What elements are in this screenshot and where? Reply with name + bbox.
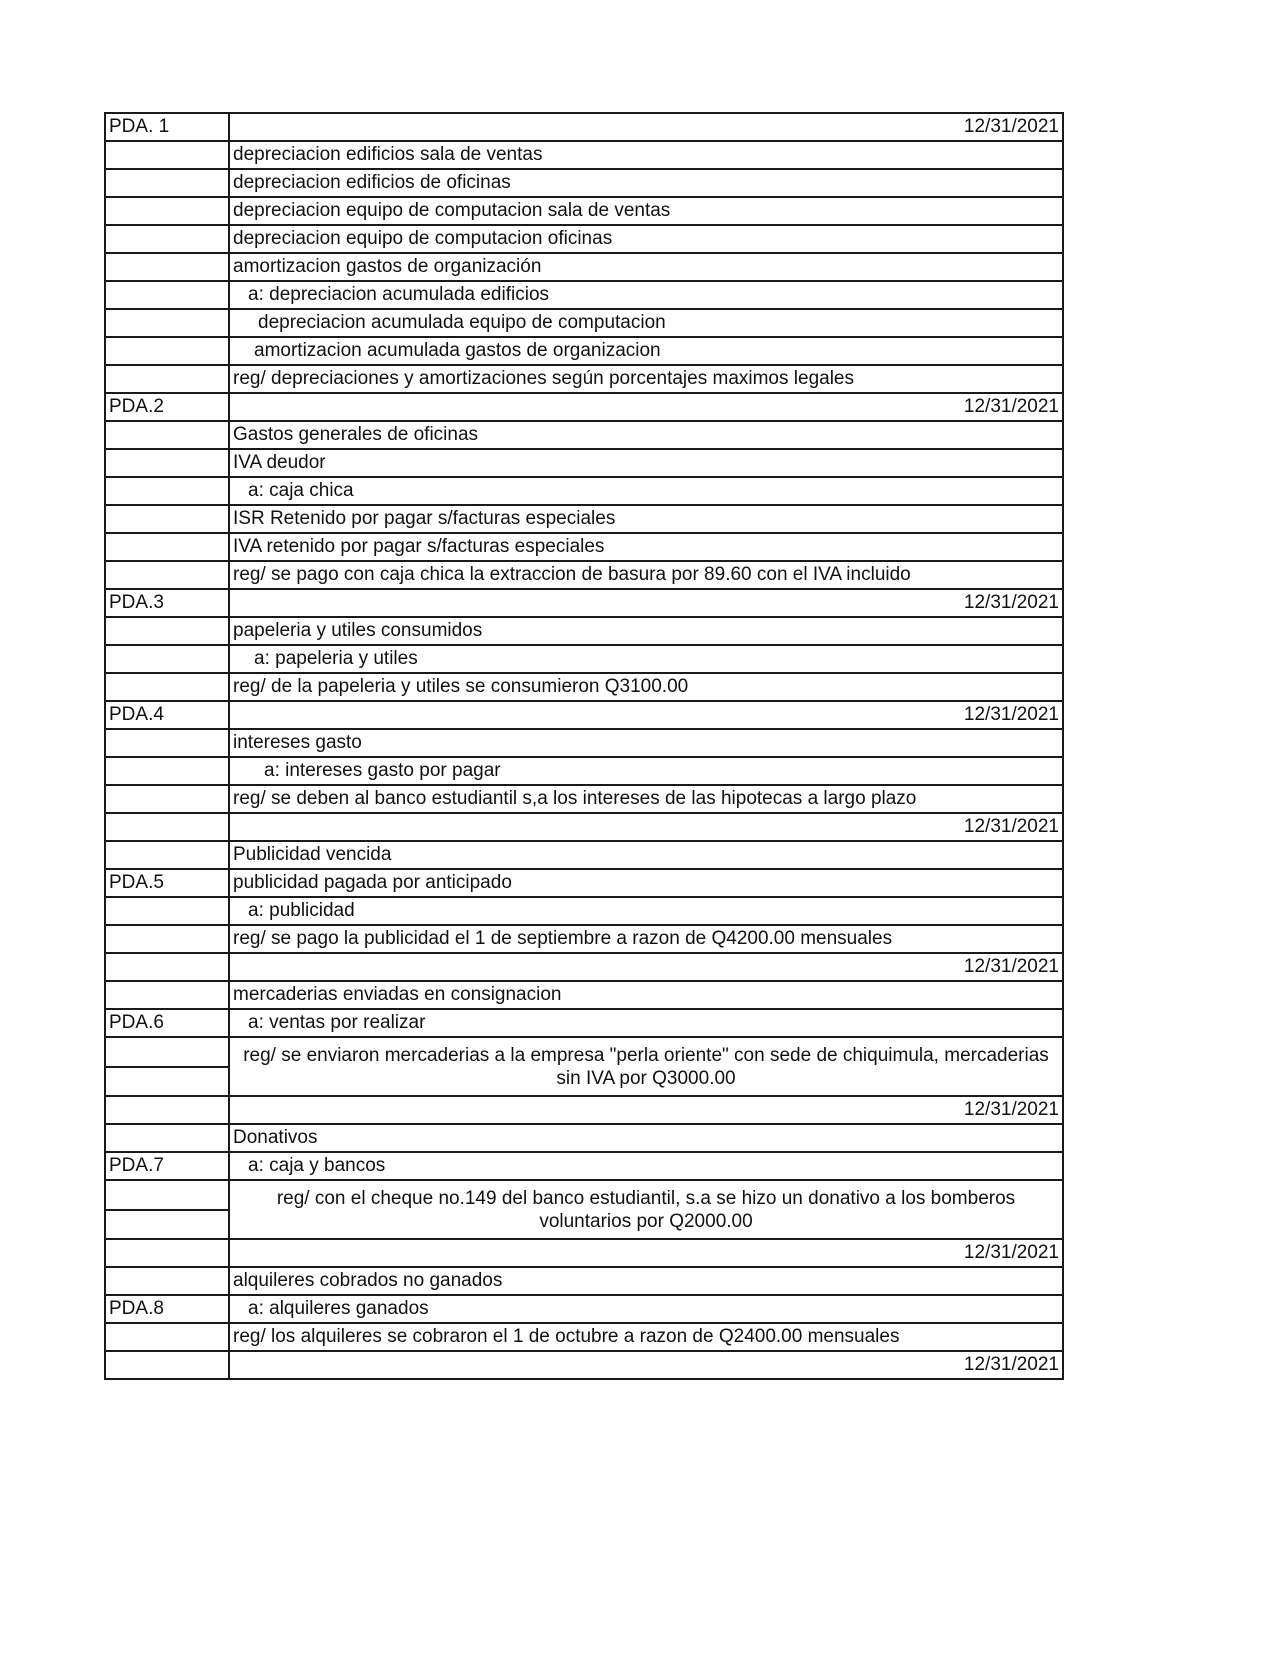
empty-cell[interactable] (105, 953, 229, 981)
entry-date[interactable]: 12/31/2021 (229, 1096, 1063, 1124)
table-row (105, 1239, 1063, 1267)
account-line[interactable]: IVA retenido por pagar s/facturas especiales (229, 533, 1063, 561)
account-line[interactable]: mercaderias enviadas en consignacion (229, 981, 1063, 1009)
account-line[interactable]: intereses gasto (229, 729, 1063, 757)
empty-cell[interactable] (105, 1267, 229, 1295)
entry-id[interactable]: PDA.5 (105, 869, 229, 897)
empty-cell[interactable] (105, 1239, 229, 1267)
empty-cell[interactable] (105, 757, 229, 785)
entry-date[interactable]: 12/31/2021 (229, 953, 1063, 981)
empty-cell[interactable] (105, 477, 229, 505)
empty-cell[interactable] (105, 449, 229, 477)
empty-cell[interactable] (105, 309, 229, 337)
empty-cell[interactable] (105, 281, 229, 309)
debit-account[interactable]: depreciacion equipo de computacion oficinas (229, 225, 1063, 253)
table-row (105, 169, 1063, 197)
account-line[interactable]: publicidad pagada por anticipado (229, 869, 1063, 897)
entry-note[interactable]: reg/ se pago la publicidad el 1 de septiembre a razon de Q4200.00 mensuales (229, 925, 1063, 953)
table-row (105, 1037, 1063, 1067)
table-row (105, 1096, 1063, 1124)
entry-note[interactable]: reg/ se pago con caja chica la extraccion de basura por 89.60 con el IVA incluido (229, 561, 1063, 589)
empty-cell[interactable] (105, 981, 229, 1009)
table-row (105, 561, 1063, 589)
journal-table (104, 112, 1064, 1380)
table-row (105, 729, 1063, 757)
empty-cell[interactable] (105, 897, 229, 925)
entry-id[interactable]: PDA.7 (105, 1152, 229, 1180)
empty-cell[interactable] (105, 1210, 229, 1240)
table-row (105, 281, 1063, 309)
table-row (105, 897, 1063, 925)
table-row (105, 869, 1063, 897)
credit-account[interactable]: depreciacion acumulada equipo de computacion (229, 309, 1063, 337)
account-line[interactable]: a: alquileres ganados (229, 1295, 1063, 1323)
table-row (105, 1351, 1063, 1379)
empty-cell[interactable] (105, 1037, 229, 1067)
account-line[interactable]: a: ventas por realizar (229, 1009, 1063, 1037)
entry-date[interactable]: 12/31/2021 (229, 701, 1063, 729)
table-row (105, 113, 1063, 141)
empty-cell[interactable] (105, 561, 229, 589)
empty-cell[interactable] (105, 421, 229, 449)
table-row (105, 757, 1063, 785)
table-row (105, 141, 1063, 169)
empty-cell[interactable] (105, 1323, 229, 1351)
empty-cell[interactable] (105, 841, 229, 869)
table-row (105, 953, 1063, 981)
empty-cell[interactable] (105, 253, 229, 281)
credit-account[interactable]: amortizacion acumulada gastos de organizacion (229, 337, 1063, 365)
table-row (105, 645, 1063, 673)
empty-cell[interactable] (105, 925, 229, 953)
entry-id[interactable]: PDA.3 (105, 589, 229, 617)
account-line[interactable]: a: caja chica (229, 477, 1063, 505)
empty-cell[interactable] (105, 1180, 229, 1210)
table-row (105, 505, 1063, 533)
account-line[interactable]: Donativos (229, 1124, 1063, 1152)
table-row (105, 701, 1063, 729)
account-line[interactable]: a: publicidad (229, 897, 1063, 925)
empty-cell[interactable] (105, 1067, 229, 1097)
empty-cell[interactable] (105, 533, 229, 561)
table-row (105, 925, 1063, 953)
trailing-date[interactable]: 12/31/2021 (229, 1351, 1063, 1379)
table-row (105, 589, 1063, 617)
entry-note[interactable]: reg/ con el cheque no.149 del banco estudiantil, s.a se hizo un donativo a los bomberos voluntarios por Q2000.00 (229, 1180, 1063, 1239)
table-row (105, 1152, 1063, 1180)
empty-cell[interactable] (105, 673, 229, 701)
account-line[interactable]: alquileres cobrados no ganados (229, 1267, 1063, 1295)
entry-id[interactable]: PDA.4 (105, 701, 229, 729)
table-row (105, 253, 1063, 281)
entry-date[interactable]: 12/31/2021 (229, 393, 1063, 421)
entry-id[interactable]: PDA.6 (105, 1009, 229, 1037)
table-row (105, 365, 1063, 393)
table-row (105, 197, 1063, 225)
entry-date[interactable]: 12/31/2021 (229, 589, 1063, 617)
table-row (105, 1180, 1063, 1210)
account-line[interactable]: a: intereses gasto por pagar (229, 757, 1063, 785)
table-row (105, 785, 1063, 813)
account-line[interactable]: IVA deudor (229, 449, 1063, 477)
empty-cell[interactable] (105, 169, 229, 197)
empty-cell[interactable] (105, 337, 229, 365)
entry-date[interactable]: 12/31/2021 (229, 1239, 1063, 1267)
debit-account[interactable]: depreciacion edificios sala de ventas (229, 141, 1063, 169)
account-line[interactable]: a: caja y bancos (229, 1152, 1063, 1180)
entry-id[interactable]: PDA.2 (105, 393, 229, 421)
table-row (105, 421, 1063, 449)
entry-date[interactable]: 12/31/2021 (229, 813, 1063, 841)
empty-cell[interactable] (105, 505, 229, 533)
empty-cell[interactable] (105, 813, 229, 841)
empty-cell[interactable] (105, 197, 229, 225)
entry-note[interactable]: reg/ depreciaciones y amortizaciones según porcentajes maximos legales (229, 365, 1063, 393)
empty-cell[interactable] (105, 141, 229, 169)
table-row (105, 309, 1063, 337)
empty-cell[interactable] (105, 729, 229, 757)
empty-cell[interactable] (105, 1124, 229, 1152)
debit-account[interactable]: depreciacion equipo de computacion sala de ventas (229, 197, 1063, 225)
empty-cell[interactable] (105, 617, 229, 645)
table-row (105, 1323, 1063, 1351)
empty-cell[interactable] (105, 1351, 229, 1379)
table-row (105, 533, 1063, 561)
table-row (105, 393, 1063, 421)
entry-id[interactable]: PDA. 1 (105, 113, 229, 141)
account-line[interactable]: Publicidad vencida (229, 841, 1063, 869)
table-row (105, 813, 1063, 841)
table-row (105, 1009, 1063, 1037)
empty-cell[interactable] (105, 645, 229, 673)
table-row (105, 225, 1063, 253)
table-row (105, 981, 1063, 1009)
entry-note[interactable]: reg/ los alquileres se cobraron el 1 de octubre a razon de Q2400.00 mensuales (229, 1323, 1063, 1351)
empty-cell[interactable] (105, 785, 229, 813)
table-row (105, 1267, 1063, 1295)
empty-cell[interactable] (105, 225, 229, 253)
table-row (105, 477, 1063, 505)
entry-note[interactable]: reg/ se enviaron mercaderias a la empresa "perla oriente" con sede de chiquimula, mercaderias sin IVA por Q3000.00 (229, 1037, 1063, 1096)
debit-account[interactable]: amortizacion gastos de organización (229, 253, 1063, 281)
entry-note[interactable]: reg/ de la papeleria y utiles se consumieron Q3100.00 (229, 673, 1063, 701)
table-row (105, 673, 1063, 701)
empty-cell[interactable] (105, 1096, 229, 1124)
account-line[interactable]: Gastos generales de oficinas (229, 421, 1063, 449)
table-row (105, 617, 1063, 645)
empty-cell[interactable] (105, 365, 229, 393)
entry-id[interactable]: PDA.8 (105, 1295, 229, 1323)
table-row (105, 841, 1063, 869)
table-row (105, 449, 1063, 477)
table-row (105, 1124, 1063, 1152)
entry-note[interactable]: reg/ se deben al banco estudiantil s,a los intereses de las hipotecas a largo plazo (229, 785, 1063, 813)
account-line[interactable]: a: papeleria y utiles (229, 645, 1063, 673)
debit-account[interactable]: depreciacion edificios de oficinas (229, 169, 1063, 197)
entry-date[interactable]: 12/31/2021 (229, 113, 1063, 141)
credit-account[interactable]: a: depreciacion acumulada edificios (229, 281, 1063, 309)
table-row (105, 1295, 1063, 1323)
account-line[interactable]: ISR Retenido por pagar s/facturas especiales (229, 505, 1063, 533)
table-row (105, 337, 1063, 365)
account-line[interactable]: papeleria y utiles consumidos (229, 617, 1063, 645)
